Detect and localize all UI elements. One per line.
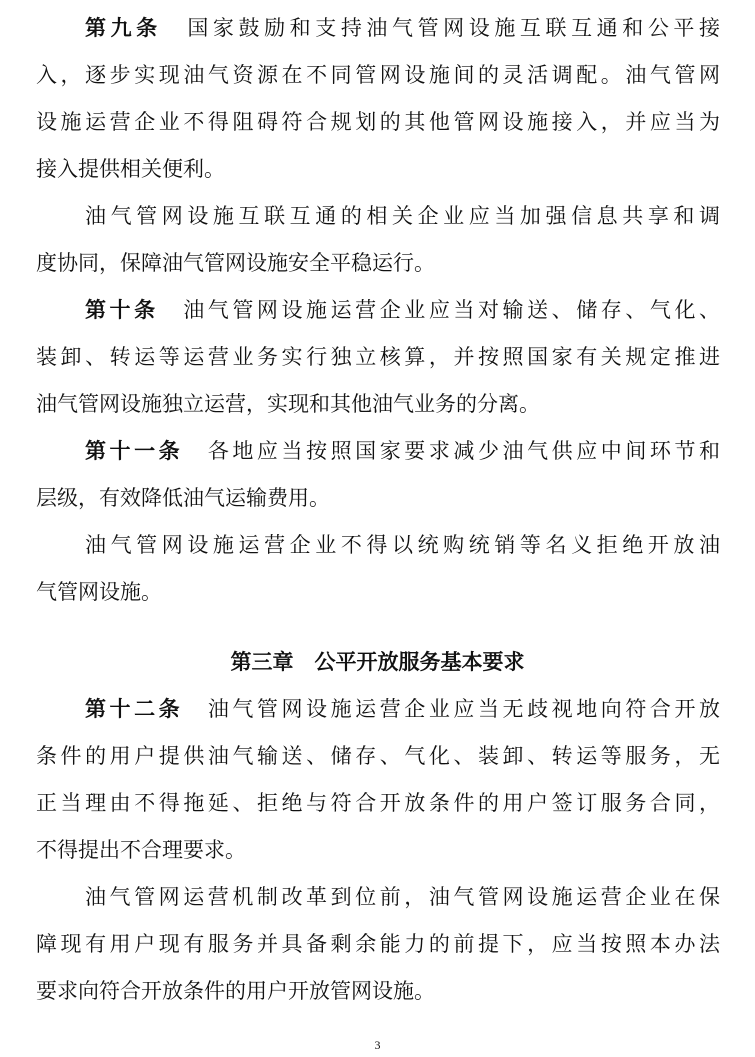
article-11-text: 各地应当按照国家要求减少油气供应中间环节和 [207, 439, 721, 463]
article-9-label: 第九条 [85, 16, 162, 40]
chapter-heading: 第三章 公平开放服务基本要求 [230, 650, 525, 674]
article-11-label: 第十一条 [85, 439, 184, 463]
article-12-line-4: 不得提出不合理要求。 [36, 838, 246, 862]
article-9-line-4: 接入提供相关便利。 [36, 157, 225, 181]
paragraph-reform-line-2: 障现有用户现有服务并具备剩余能力的前提下，应当按照本办法 [36, 932, 720, 956]
paragraph-interconnect-line-2: 度协同，保障油气管网设施安全平稳运行。 [36, 251, 435, 275]
article-10-line-1 [85, 290, 720, 330]
article-12-text: 油气管网设施运营企业应当无歧视地向符合开放 [207, 697, 721, 721]
article-12-label: 第十二条 [85, 697, 184, 721]
paragraph-interconnect-line-1: 油气管网设施互联互通的相关企业应当加强信息共享和调 [85, 204, 720, 228]
paragraph-reform-line-3: 要求向符合开放条件的用户开放管网设施。 [36, 979, 435, 1003]
article-11-line-1 [85, 431, 720, 471]
article-10-line-3: 油气管网设施独立运营，实现和其他油气业务的分离。 [36, 392, 540, 416]
page-number: 3 [374, 1038, 381, 1052]
article-10-line-2: 装卸、转运等运营业务实行独立核算，并按照国家有关规定推进 [36, 345, 720, 369]
article-11-line-2: 层级，有效降低油气运输费用。 [36, 486, 330, 510]
article-9-text: 国家鼓励和支持油气管网设施互联互通和公平接 [187, 16, 721, 40]
paragraph-no-bundling-line-2: 气管网设施。 [36, 580, 162, 604]
article-12-line-3: 正当理由不得拖延、拒绝与符合开放条件的用户签订服务合同， [36, 791, 720, 815]
article-12-line-2: 条件的用户提供油气输送、储存、气化、装卸、转运等服务，无 [36, 744, 720, 768]
article-12-line-1 [85, 689, 720, 729]
article-9-line-2: 入，逐步实现油气资源在不同管网设施间的灵活调配。油气管网 [36, 63, 720, 87]
paragraph-no-bundling-line-1: 油气管网设施运营企业不得以统购统销等名义拒绝开放油 [85, 533, 720, 557]
article-9-line-1 [85, 8, 720, 48]
paragraph-reform-line-1: 油气管网运营机制改革到位前，油气管网设施运营企业在保 [85, 885, 720, 909]
article-10-text: 油气管网设施运营企业应当对输送、储存、气化、 [183, 298, 721, 322]
article-9-line-3: 设施运营企业不得阻碍符合规划的其他管网设施接入，并应当为 [36, 110, 720, 134]
article-10-label: 第十条 [85, 298, 159, 322]
